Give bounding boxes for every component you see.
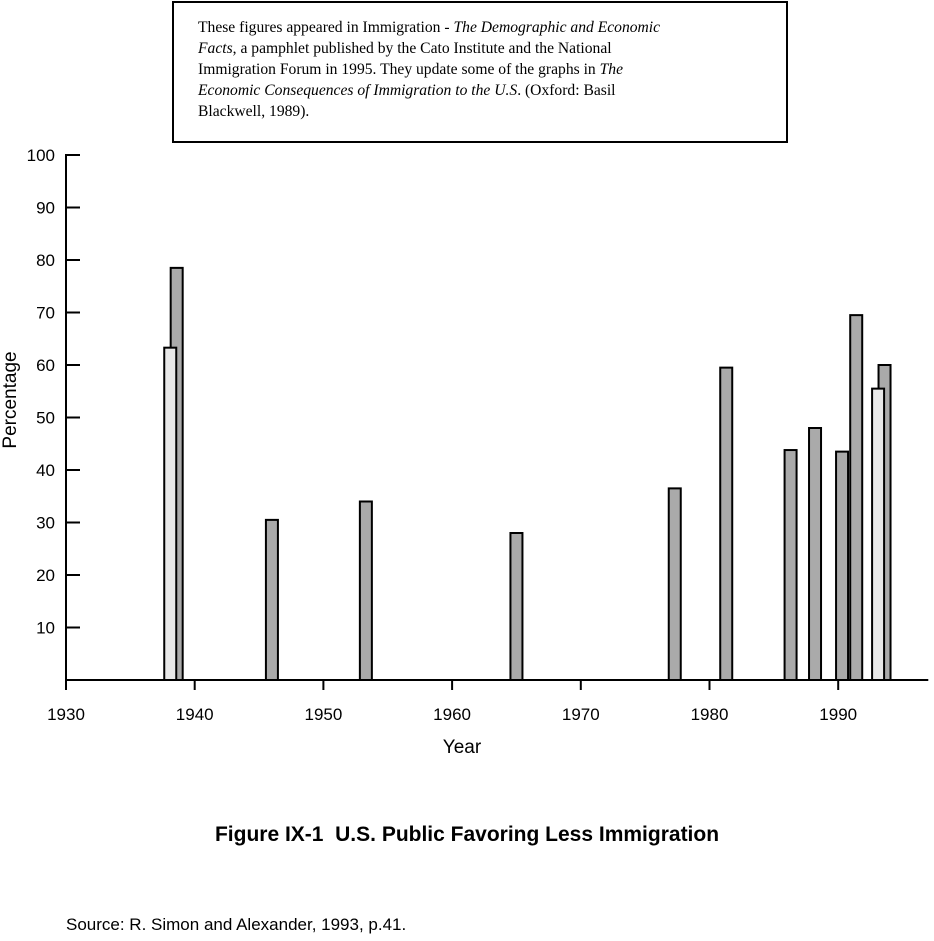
bar-1965 xyxy=(510,533,522,680)
y-tick-label-10: 10 xyxy=(36,618,55,638)
note-text-run: Facts xyxy=(198,40,233,57)
note-text-run: , a pamphlet published by the Cato Institute and the National xyxy=(232,40,612,57)
note-text-run: Blackwell, 1989). xyxy=(198,103,310,120)
bar-1991.4 xyxy=(850,315,862,680)
y-tick-label-40: 40 xyxy=(36,461,55,480)
y-tick-label-60: 60 xyxy=(36,356,55,375)
x-tick-label-1940: 1940 xyxy=(175,705,214,724)
x-tick-label-1980: 1980 xyxy=(690,705,729,724)
y-tick-label-20: 20 xyxy=(36,566,55,585)
bar-1988.2 xyxy=(809,428,821,680)
x-tick-label-1970: 1970 xyxy=(561,705,600,724)
note-line xyxy=(198,59,766,80)
bar-1986.3 xyxy=(785,450,797,680)
bar-1977.3 xyxy=(669,488,681,680)
bar-1946 xyxy=(266,520,278,680)
note-text-run: The Demographic and Economic xyxy=(453,19,661,36)
figure-title: Figure IX-1 U.S. Public Favoring Less Immigration xyxy=(214,823,720,846)
bars-group xyxy=(164,268,890,680)
source-note: Source: R. Simon and Alexander, 1993, p.41. xyxy=(66,915,407,934)
note-text-run: The xyxy=(599,61,624,78)
bar-1981.3 xyxy=(720,368,732,680)
x-tick-label-1960: 1960 xyxy=(433,705,472,724)
note-line xyxy=(198,101,766,122)
y-axis-title: Percentage xyxy=(0,351,21,449)
y-tick-label-30: 30 xyxy=(36,513,55,533)
x-tick-label-1930: 1930 xyxy=(47,705,85,724)
note-line xyxy=(198,80,766,101)
note-text-run: . (Oxford: Basil xyxy=(517,82,616,99)
x-tick-label-1990: 1990 xyxy=(819,705,858,724)
bar-1990.3 xyxy=(836,452,848,680)
note-text-run: These figures appeared in Immigration - xyxy=(198,19,454,36)
y-tick-label-100: 100 xyxy=(26,146,55,165)
y-tick-label-50: 50 xyxy=(36,408,55,428)
bar-1993.1 xyxy=(872,389,884,680)
bar-1938.1 xyxy=(164,348,176,680)
note-line xyxy=(198,17,766,38)
note-text-run: Economic Consequences of Immigration to the U.S xyxy=(198,82,518,99)
y-tick-label-70: 70 xyxy=(36,303,55,323)
note-text-run: Immigration Forum in 1995. They update some of the graphs in xyxy=(198,61,600,78)
note-line xyxy=(198,38,766,59)
y-tick-label-90: 90 xyxy=(36,198,55,218)
x-tick-label-1950: 1950 xyxy=(304,705,343,724)
note-box xyxy=(172,1,788,143)
y-tick-label-80: 80 xyxy=(36,251,55,270)
bar-chart xyxy=(0,140,934,780)
bar-1953.3 xyxy=(360,502,372,681)
x-axis-title: Year xyxy=(442,737,482,758)
